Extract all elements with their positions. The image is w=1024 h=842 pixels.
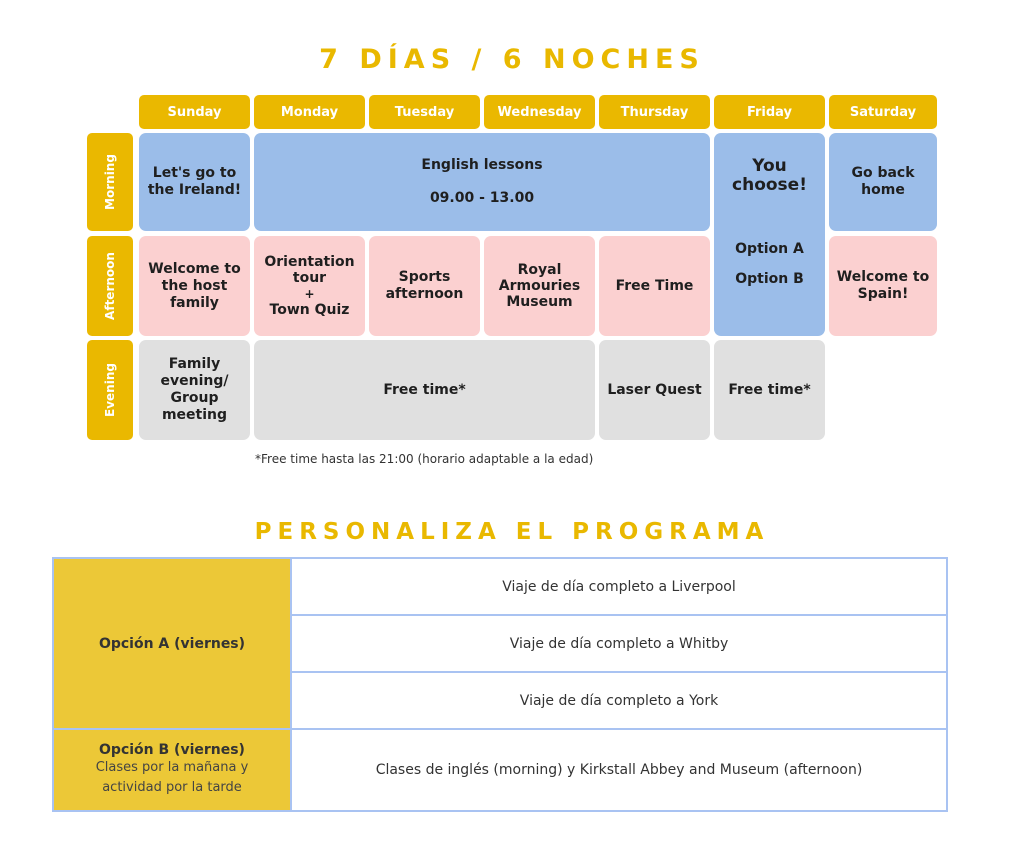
cell-text-line: Let's go to: [152, 165, 237, 181]
footnote: *Free time hasta las 21:00 (horario adaptable a la edad): [255, 452, 594, 466]
cell-saturday-afternoon: [829, 236, 937, 336]
cell-text-line: Welcome to: [148, 260, 241, 277]
option-b-label-cell: [53, 729, 291, 811]
option-a-item: Viaje de día completo a York: [291, 672, 947, 729]
option-b-title: Opción B (viernes): [99, 742, 245, 758]
day-header-wednesday: Wednesday: [484, 95, 595, 129]
cell-text-line: the Ireland!: [147, 182, 242, 198]
row-label-evening: [87, 340, 133, 440]
cell-wednesday-afternoon: [484, 236, 595, 336]
table-row: [53, 558, 947, 615]
you-choose-line: choose!: [732, 175, 807, 195]
cell-english-lessons: [254, 133, 710, 231]
table-row: [53, 729, 947, 811]
cell-text-line: Family: [168, 356, 221, 372]
day-header-sunday: Sunday: [139, 95, 250, 129]
day-header-monday: Monday: [254, 95, 365, 129]
option-b-subtitle: actividad por la tarde: [102, 780, 242, 795]
cell-text-line: Free time*: [383, 381, 466, 398]
cell-text-line: Group: [170, 390, 219, 406]
option-b-subtitle: Clases por la mañana y: [95, 760, 249, 775]
cell-text-line: Royal: [517, 262, 562, 278]
cell-text-line: evening/: [160, 373, 229, 389]
option-a-label-cell: Opción A (viernes): [53, 558, 291, 729]
row-label-afternoon-text: Afternoon: [103, 252, 117, 320]
row-label-morning-text: Morning: [103, 154, 117, 210]
section-title: PERSONALIZA EL PROGRAMA: [254, 519, 770, 545]
cell-text-line: Orientation: [264, 254, 355, 270]
cell-monday-afternoon: [254, 236, 365, 336]
row-label-afternoon: [87, 236, 133, 336]
day-header-saturday: Saturday: [829, 95, 937, 129]
cell-text-line: Armouries: [498, 278, 581, 294]
cell-text-line: Go back: [851, 165, 915, 181]
cell-sunday-evening: [139, 340, 250, 440]
row-label-morning: [87, 133, 133, 231]
cell-text-line: Free Time: [615, 277, 694, 294]
day-header-friday: Friday: [714, 95, 825, 129]
day-header-thursday: Thursday: [599, 95, 710, 129]
cell-text-line: family: [170, 294, 219, 311]
option-b-item: Clases de inglés (morning) y Kirkstall Abbey and Museum (afternoon): [291, 729, 947, 811]
option-a-item: Viaje de día completo a Whitby: [291, 615, 947, 672]
cell-text-line: +: [304, 287, 315, 301]
option-a-item: Viaje de día completo a Liverpool: [291, 558, 947, 615]
option-a-label: Option A: [735, 241, 804, 257]
english-lessons-time: 09.00 - 13.00: [429, 190, 535, 206]
page-title: 7 DÍAS / 6 NOCHES: [319, 44, 705, 75]
cell-sunday-morning: [139, 133, 250, 231]
cell-text-line: Town Quiz: [269, 302, 350, 318]
cell-thursday-evening: [599, 340, 710, 440]
cell-mid-evening: [254, 340, 595, 440]
cell-text-line: Free time*: [728, 381, 811, 398]
cell-text-line: Sports: [398, 269, 451, 285]
cell-text-line: tour: [292, 270, 327, 286]
cell-text-line: afternoon: [385, 286, 464, 302]
day-header-tuesday: Tuesday: [369, 95, 480, 129]
cell-text-line: meeting: [161, 407, 228, 423]
cell-friday-choose: [714, 133, 825, 336]
cell-thursday-afternoon: [599, 236, 710, 336]
cell-text-line: Spain!: [857, 286, 909, 302]
cell-text-line: Laser Quest: [607, 381, 702, 398]
cell-saturday-morning: [829, 133, 937, 231]
english-lessons-label: English lessons: [421, 157, 543, 173]
row-label-evening-text: Evening: [103, 363, 117, 417]
cell-text-line: home: [861, 182, 905, 198]
cell-sunday-afternoon: [139, 236, 250, 336]
option-b-label: Option B: [735, 271, 804, 287]
you-choose-line: You: [752, 156, 787, 176]
cell-tuesday-afternoon: [369, 236, 480, 336]
options-table: [52, 557, 948, 812]
cell-text-line: Welcome to: [836, 269, 930, 285]
cell-text-line: the host: [161, 277, 228, 294]
cell-text-line: Museum: [506, 294, 573, 310]
cell-friday-evening: [714, 340, 825, 440]
